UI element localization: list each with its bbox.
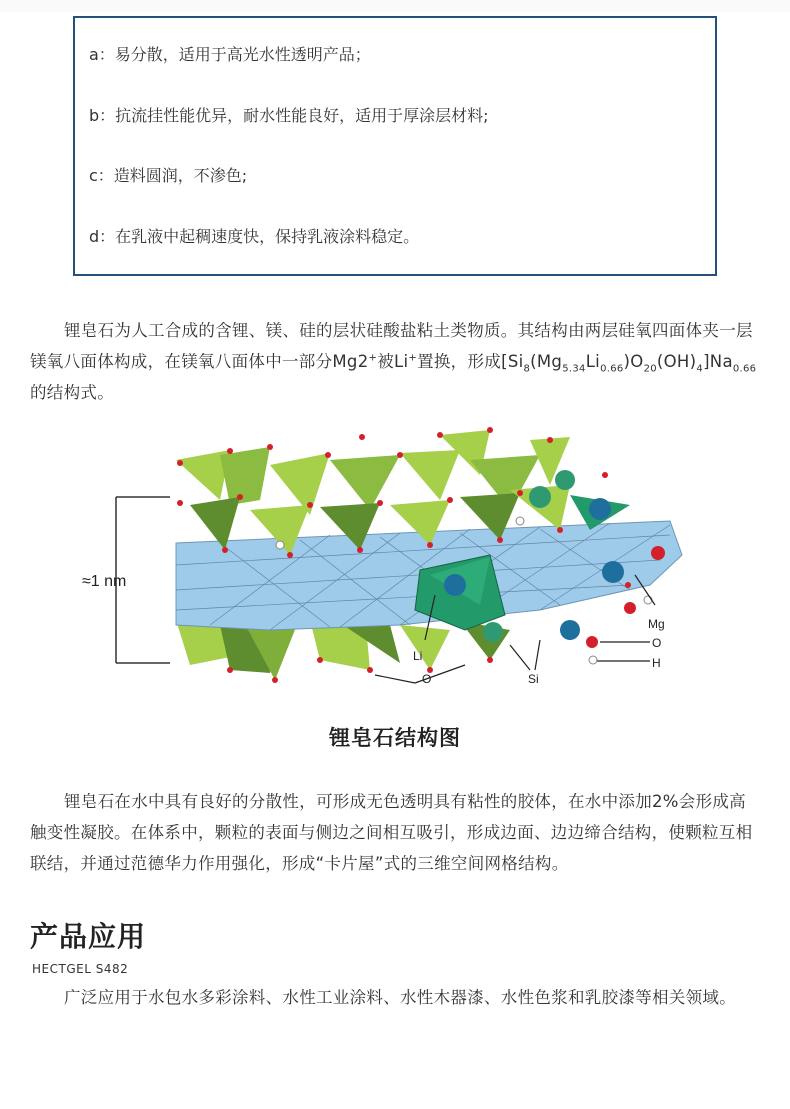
scale-label: ≈1 nm [82, 573, 127, 590]
feature-item-c: c：造料圆润，不渗色; [89, 166, 248, 185]
figure-caption: 锂皂石结构图 [329, 726, 461, 750]
intro-paragraph: 锂皂石为人工合成的含锂、镁、硅的层状硅酸盐粘土类物质。其结构由两层硅氧四面体夹一层镁氧八面体构成，在镁氧八面体中一部分Mg2+被Li+置换，形成$[Si_8(Mg_{5.34}Li_{0.66})O_{20}(OH)_4]Na_{0.66}$的结构式。 [30, 321, 757, 402]
top-strip [0, 0, 790, 12]
section-title-application: 产品应用 [30, 920, 147, 953]
feature-item-a: a：易分散，适用于高光水性透明产品； [89, 45, 371, 64]
label-o-right: O [652, 636, 662, 650]
application-paragraph: 广泛应用于水包水多彩涂料、水性工业涂料、水性木器漆、水性色浆和乳胶漆等相关领域。 [64, 988, 736, 1007]
feature-item-b: b：抗流挂性能优异，耐水性能良好，适用于厚涂层材料; [89, 106, 489, 125]
dispersion-paragraph: 锂皂石在水中具有良好的分散性，可形成无色透明具有粘性的胶体，在水中添加2%会形成高触变性凝胶。在体系中，颗粒的表面与侧边之间相互吸引，形成边面、边边缔合结构，使颗粒互相联结，并通过范德华力作用强化，形成“卡片屋”式的三维空间网格结构。 [30, 792, 753, 873]
feature-item-d: d：在乳液中起稠速度快，保持乳液涂料稳定。 [89, 227, 420, 246]
label-o-bottom: O [422, 672, 432, 686]
label-h: H [652, 656, 661, 670]
hectorite-structure-diagram [70, 425, 710, 700]
feature-list-box [73, 16, 717, 276]
label-li: Li [413, 649, 423, 663]
product-code: HECTGEL S482 [32, 962, 129, 976]
label-si: Si [528, 672, 539, 686]
label-mg: Mg [648, 617, 665, 631]
